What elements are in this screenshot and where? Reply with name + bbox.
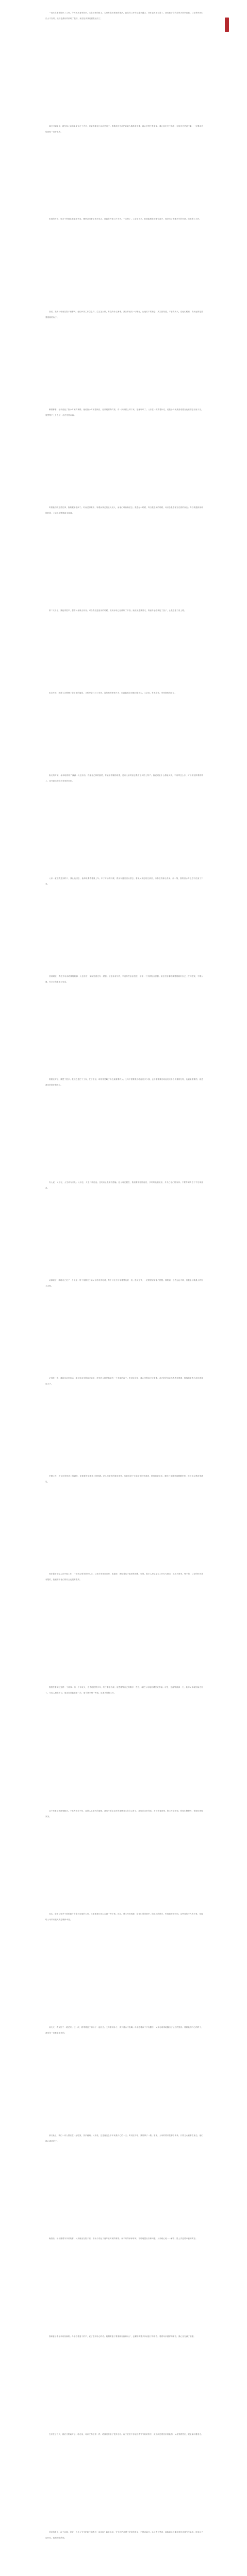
paragraph: 那天回到家里，我发现父亲的头发又白了许多，母亲的腰也比以前更弯了。看着他们忙前忙后地为我准备饭菜，我心里很不是滋味。我让他们坐下休息，可他们总是说不累，一定要亲手给我做一桌好吃的。 — [45, 125, 203, 133]
bookmark-ribbon-icon[interactable] — [225, 18, 229, 32]
paragraph: 这个故事让我深受触动。子欲养而亲不待，这是人生最大的遗憾。我们不要让这样的遗憾发生在自己身上。趁现在还来得及，多回家看看吧，陪父母吃顿饭，和他们聊聊天，帮他们做做家务。 — [45, 1810, 203, 1818]
paragraph: 晚饭后，孩子缠着爷爷讲故事。父亲就坐在院子里，给孩子讲起了他年轻时候的事情。孩子听得津津有味，不时地提出各种问题。父亲耐心地一一解答，脸上洋溢着幸福的笑容。 — [49, 2238, 197, 2240]
paragraph: 现在很多年轻人在外地工作，一年到头难得回家几次。父母在家里日日盼，夜夜盼，就盼着孩子能回家团聚。可是，很多人却总是以工作忙为借口，迟迟不回家。殊不知，父母的时间是有限的，我们陪伴他们的机会也是有限的。 — [45, 1573, 203, 1581]
paragraph: 听着他们讲这些往事，我的眼睛湿润了。时间过得真快，转眼间我已经长大成人，而他们却渐渐老去。我想起小时候，每当我生病的时候，母亲总是整夜守在我的床边；每当我遇到困难的时候，父亲总是默默地支持我。 — [45, 506, 203, 514]
paragraph: 那天晚上，我们一家人围坐在一起吃饭，其乐融融。父亲说，这是他这么多年来最开心的一天。听到这句话，我的鼻子一酸。原来，父母的要求是那么简单，只要儿女们都在身边，他们就心满意足了。 — [45, 2134, 203, 2142]
paragraph: 吃饭的时候，母亲不停地往我碗里夹菜，嘴里念叨着让我多吃点，说我在外面工作辛苦，一定瘦了。父亲话不多，但我能感觉到他很高兴，他拿出了珍藏多年的好酒，陪我喝了几杯。 — [49, 218, 202, 220]
paragraph: 一周末在老家陪伴了父母，今天我从老家回来，走在回家的路上，心里有很多感受和想法。我觉得父母年纪越来越大，身体也不如以前了，我们做子女的应该多回家看看。父母养育我们长大不容易，他们把最好的都给了我们，现在轮到我们回报他们了。 — [45, 12, 203, 20]
paragraph: 第二天早上，我起得很早，想帮父母做点家务。可当我走进厨房的时候，发现母亲已经做好了早饭。她说知道我要走，特意早起给我包了饺子，让我吃饱了再上路。 — [49, 609, 186, 612]
paragraph: 回到城里，我打开母亲给我装的那一大包东西，发现里面还有一封信。信是母亲写的，字迹有些歪歪扭扭，但每一个字都饱含深情。她在信里嘱咐我要照顾好自己，按时吃饭，不要太累，有空多给家里打电话。 — [45, 975, 203, 983]
paragraph: 我和妻子帮母亲收拾碗筷。母亲拉着妻子的手，说了很多贴心的话。她嘱咐妻子要照顾好我和孩子，也嘱咐我要多体谅妻子的辛苦。看着母亲慈祥的面容，我心里充满了感激。 — [49, 2335, 196, 2337]
paragraph: 吃完早饭，我帮父亲修理了院子里的篱笆，又帮母亲打扫了房间。虽然做的事情不多，但我能感觉到他们很开心。父亲说，有我在家，家里就热闹多了。 — [49, 692, 177, 694]
paragraph: 饭后，我和父母坐在院子里聊天。他们问我工作怎么样，生活怎么样，有没有什么困难。我告诉他们一切都好，让他们不要担心。其实我知道，不管我多大，在他们眼里，我永远都是需要照顾的孩子。 — [45, 311, 203, 318]
paragraph: 记得有一次，我给母亲打电话，她在电话里很高兴地说，村里的人都羡慕她有一个孝顺的孩子。听到这句话，我心里既高兴又惭愧。高兴的是母亲为我感到骄傲，惭愧的是我为他们做得还太少。 — [45, 1377, 203, 1385]
paragraph: 有人说，父母在，人生尚有来处；父母去，人生只剩归途。这句话让我深有感触。趁父母还健在，我们要多陪陪他们，多听听他们说话，多关心他们的身体。不要等到失去了才后悔莫及。 — [45, 1181, 203, 1189]
paragraph: 看着这封信，我想了很多。我们总是忙于工作，忙于生活，却常常忽略了身边最重要的人。父母不需要我们给他们多少钱，也不需要我们给他们买多么贵重的礼物，他们最需要的，就是我们的陪伴和关心。 — [45, 1078, 203, 1086]
paragraph: 孝顺父母，不仅仅是物质上的满足，更重要的是精神上的慰藉。老人们最怕的就是孤独，他们希望子女能够常回家看看，陪他们说说话，哪怕只是简单地聊聊家常，他们也会感到很满足。 — [45, 1475, 203, 1483]
paragraph: 在家住了几天，我们又要离开了。临走前，母亲又像往常一样，给我们准备了很多东西。孩子依依不舍地拉着爷爷奶奶的手，说下次还要回来看他们。父母笑着答应，眼里却闪着泪光。 — [49, 2433, 203, 2435]
paragraph: 我曾经看到过这样一个故事：有一个年轻人，在外地打拼多年，终于事业有成。他想着等自己再赚多一些钱，就把父母接到城里来享福。可是，还没等到那一天，他的父亲就因病去世了。年轻人悔恨不已，他说如果能重来一次，他宁愿少赚一些钱，也要多陪陪父母。 — [45, 1686, 203, 1694]
paragraph: 从那以后，我给自己定了一个规矩：每个星期至少给父母打两次电话，每个月至少回家看望他们一次。逢年过节，一定要回家陪他们团聚。我知道，这些远远不够，但我会尽我最大的努力去做。 — [45, 1279, 203, 1287]
paragraph: 回来的路上，孩子问我：爸爸，为什么爷爷奶奶不和我们一起住呢？我告诉他，爷爷奶奶习惯了老家的生活，不愿意离开。孩子想了想说：那我们以后要经常回来看爷爷奶奶。听到孩子这样说，我感到很欣慰。 — [45, 2531, 203, 2539]
paragraph: 临走的时候，母亲给我装了满满一大包东西，有她自己种的蔬菜，有她亲手腌的咸菜，还有父亲特意去集市上买的土特产。我说城里什么都能买到，不用带这么多，可母亲坚持要我带上，说外面买的没有家里的好吃。 — [45, 774, 203, 782]
paragraph: 聊着聊着，母亲说起了我小时候的事情。她说我小时候很调皮，经常爬树掏鸟窝，有一次从树上摔下来，把她吓坏了。父亲在一旁笑着补充，说我小时候最喜欢跟在他后面去田里干活，虽然帮不上什么忙，但总是很认真。 — [45, 409, 203, 416]
paragraph: 前几天，我又回了一趟老家。这一次，我带着妻子和孩子一起回去。父母看到孙子，高兴得合不拢嘴。母亲抱着孙子不肯撒手，父亲也难得地露出了灿烂的笑容。看着他们开心的样子，我觉得一切都是值得的。 — [45, 2026, 203, 2034]
paragraph: 其实，陪伴父母并不需要做什么惊天动地的大事，只需要我们用心去做一些小事。比如，帮父母洗洗脚，给他们剪剪指甲，陪他们散散步，听他们唠唠叨叨。这些看似平凡的小事，却能给父母带来莫大的温暖和幸福。 — [45, 1913, 203, 1921]
paragraph: 父亲一直把我送到村口，我让他回去，他却说要看着我上车。车子开动的时候，我从车窗里回头望去，看见父亲还站在那里，身影显得那么孤单。那一刻，我的泪水再也忍不住流了下来。 — [45, 877, 203, 885]
